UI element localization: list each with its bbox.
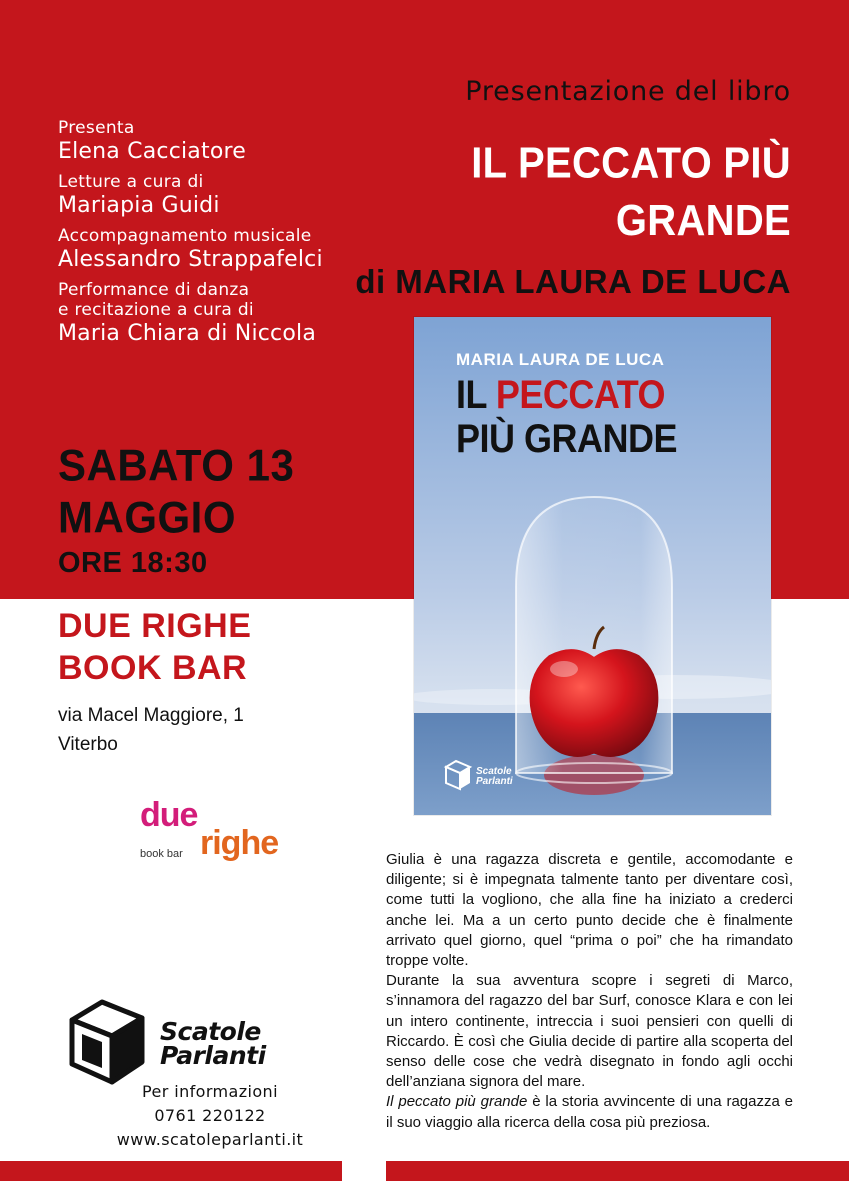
- synopsis-paragraph: Giulia è una ragazza discreta e gentile, accomodante e diligente; si è impegnata talmente tanto per diventare così, come tutti la vogliono, che alla fine ha iniziato a crederci anche lei. Ma a un certo punto decide che è finalmente arrivato quel giorno, quel “prima o poi” che ha rimandato troppe volte.: [386, 851, 793, 970]
- credit-role-continued: e recitazione a cura di: [58, 300, 254, 320]
- logo-word-due: due: [140, 796, 198, 834]
- synopsis-book-title: Il peccato più grande: [386, 1093, 528, 1111]
- contact-info: [100, 1080, 320, 1152]
- cover-publisher: [476, 767, 513, 787]
- venue-city: Viterbo: [58, 734, 118, 755]
- scatole-parlanti-logo: [64, 996, 294, 1086]
- book-author: di MARIA LAURA DE LUCA: [355, 263, 791, 300]
- logo-word-righe: righe: [200, 824, 279, 862]
- credit-role: Performance di danza: [58, 280, 250, 300]
- credit-name: Maria Chiara di Niccola: [58, 321, 316, 346]
- credit-role: Letture a cura di: [58, 172, 204, 192]
- event-date: [58, 440, 378, 582]
- publisher-name-line2: Parlanti: [160, 1041, 266, 1070]
- cover-author: MARIA LAURA DE LUCA: [456, 350, 665, 369]
- cover-title-peccato: PECCATO: [495, 371, 666, 417]
- cover-publisher-line2: Parlanti: [476, 776, 513, 787]
- event-day: SABATO 13: [58, 440, 295, 491]
- synopsis-paragraph: [386, 1092, 793, 1132]
- book-header: [321, 72, 791, 302]
- event-credits: [58, 118, 358, 354]
- presentation-heading: Presentazione del libro: [465, 76, 791, 107]
- synopsis-paragraph: Durante la sua avventura scopre i segreti di Marco, s’innamora del ragazzo del bar Surf, conosce Klara e con lei un intero continente, intreccia i suoi pensieri con quelli di Riccardo. È così che Giulia decide di partire alla scoperta del senso delle cose che vedrà disegnato in fondo agli occhi dell’anziana signora del mare.: [386, 972, 793, 1091]
- credit-role: Accompagnamento musicale: [58, 226, 312, 246]
- phone-number: 0761 220122: [154, 1106, 266, 1125]
- synopsis-closing: è la storia avvincente di una ragazza e il suo viaggio alla ricerca della cosa più preziosa.: [386, 1093, 794, 1131]
- website-link[interactable]: www.scatoleparlanti.it: [116, 1130, 304, 1149]
- publisher-wordmark: [160, 1017, 266, 1070]
- cover-title-il: IL: [456, 371, 487, 417]
- venue-name-line1: DUE RIGHE: [58, 607, 252, 645]
- book-synopsis: [386, 850, 793, 1133]
- cover-publisher-line1: Scatole: [476, 766, 512, 777]
- publisher-name-line1: Scatole: [160, 1017, 261, 1046]
- cover-title-piu-grande: PIÙ GRANDE: [456, 415, 678, 461]
- info-label: Per informazioni: [142, 1082, 278, 1101]
- credit-name: Mariapia Guidi: [58, 193, 220, 218]
- event-time: ORE 18:30: [58, 547, 208, 579]
- event-month: MAGGIO: [58, 492, 236, 543]
- venue-street: via Macel Maggiore, 1: [58, 705, 244, 726]
- book-cover: [414, 317, 771, 815]
- footer-bar-right: [386, 1161, 849, 1181]
- cover-title: [456, 373, 677, 461]
- footer-bar-left: [0, 1161, 342, 1181]
- logo-word-bookbar: book bar: [140, 848, 183, 860]
- credit-role: Presenta: [58, 118, 135, 138]
- book-title: IL PECCATO PIÙ GRANDE: [471, 139, 791, 245]
- apple-illustration: [530, 649, 659, 757]
- event-venue: [58, 605, 378, 759]
- credit-name: Elena Cacciatore: [58, 139, 246, 164]
- cube-logo-icon: [64, 996, 154, 1088]
- credit-name: Alessandro Strappafelci: [58, 247, 323, 272]
- due-righe-logo: [140, 796, 279, 870]
- venue-name-line2: BOOK BAR: [58, 649, 248, 687]
